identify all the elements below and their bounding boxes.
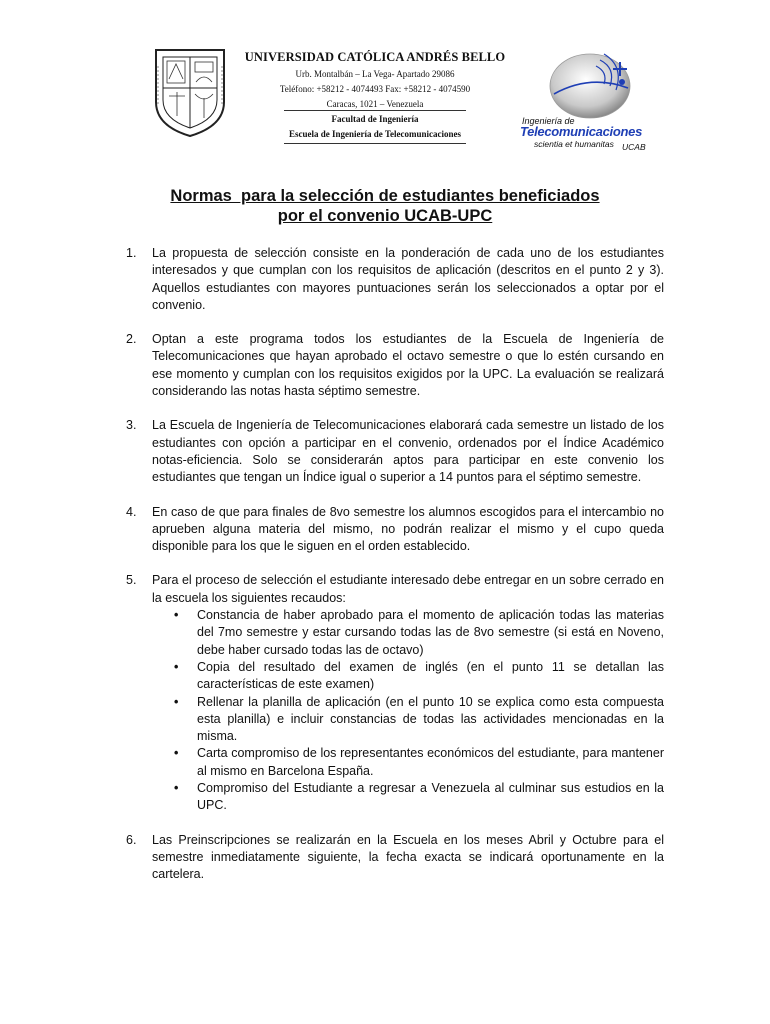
item-number: 4. (126, 504, 137, 519)
item-text: La Escuela de Ingeniería de Telecomunicaciones elaborará cada semestre un listado de los estudiantes con opción a participar en el convenio, ordenados por el Índice Académico notas-eficiencia. Solo se considerarán aptos para participar en este convenio los estudiantes que tengan un Índice igual o superior a 14 puntos para el séptimo semestre. (152, 418, 664, 485)
item-number: 2. (126, 332, 137, 347)
logo-line-4: UCAB (622, 142, 646, 152)
list-item (126, 832, 664, 884)
bullet-icon: • (174, 608, 179, 623)
bullet-item (152, 694, 664, 746)
list-item (126, 331, 664, 400)
logo-line-3: scientia et humanitas (534, 139, 614, 149)
bullet-item (152, 607, 664, 659)
item-text: En caso de que para finales de 8vo semestre los alumnos escogidos para el intercambio no aprueben alguna materia del mismo, no podrán realizar el mismo y el cupo queda disponible para los que le siguen en el orden establecido. (152, 504, 664, 554)
city-line: Caracas, 1021 – Venezuela (326, 99, 424, 109)
bullet-item (152, 780, 664, 815)
item-number: 1. (126, 246, 137, 260)
logo-line-2: Telecomunicaciones (520, 124, 642, 139)
rules-list (126, 245, 664, 901)
item-number: 5. (126, 573, 137, 588)
list-item (126, 504, 664, 556)
header-divider (284, 110, 466, 111)
university-crest-logo (152, 46, 228, 138)
list-item (126, 245, 664, 314)
bullet-icon: • (174, 694, 179, 709)
header-block (240, 50, 510, 144)
bullet-text: Carta compromiso de los representantes económicos del estudiante, para mantener al mismo en Barcelona España. (197, 746, 664, 778)
header-divider-bottom (284, 143, 466, 144)
title-line-1: Normas para la selección de estudiantes beneficiados (170, 187, 600, 205)
item-text: Las Preinscripciones se realizarán en la Escuela en los meses Abril y Octubre para el semestre inmediatamente siguiente, la fecha exacta se indicará oportunamente en la cartelera. (152, 832, 664, 882)
list-item (126, 417, 664, 486)
item-number: 6. (126, 832, 137, 847)
address-block (240, 69, 510, 110)
document-title (100, 186, 670, 226)
bullet-text: Rellenar la planilla de aplicación (en el punto 10 se explica como esta compuesta esta planilla) e incluir constancias de todas las actividades mencionadas en la misma. (197, 694, 664, 744)
item-text: Para el proceso de selección el estudiante interesado debe entregar en un sobre cerrado en la escuela los siguientes recaudos: (152, 573, 664, 605)
bullet-item (152, 659, 664, 694)
logo-line-1: Ingeniería de (522, 116, 575, 126)
globe-icon (520, 44, 652, 120)
item-number: 3. (126, 418, 137, 433)
bullet-text: Compromiso del Estudiante a regresar a Venezuela al culminar sus estudios en la UPC. (197, 781, 664, 813)
bullet-icon: • (174, 659, 179, 674)
address-line: Urb. Montalbán – La Vega- Apartado 29086 (295, 69, 455, 79)
faculty-name: Facultad de Ingeniería (331, 114, 419, 124)
crest-icon (152, 46, 228, 138)
telecom-school-logo (520, 44, 652, 156)
requirements-bullet-list (152, 607, 664, 815)
title-line-2: por el convenio UCAB-UPC (277, 207, 493, 225)
phone-line: Teléfono: +58212 - 4074493 Fax: +58212 - 4074590 (279, 84, 471, 94)
list-item (126, 572, 664, 814)
item-text: La propuesta de selección consiste en la ponderación de cada uno de los estudiantes interesados y que cumplan con los requisitos de aplicación (descritos en el punto 2 y 3). Aquellos estudiantes con mayores puntuaciones serán los seleccionados a optar por el convenio. (152, 246, 664, 312)
bullet-item (152, 745, 664, 780)
bullet-icon: • (174, 781, 179, 796)
university-name: UNIVERSIDAD CATÓLICA ANDRÉS BELLO (244, 50, 506, 64)
bullet-icon: • (174, 746, 179, 761)
bullet-text: Copia del resultado del examen de inglés (en el punto 11 se detallan las características de este examen) (197, 659, 664, 692)
bullet-text: Constancia de haber aprobado para el momento de aplicación todas las materias del 7mo semestre y estar cursando todas las de 8vo semestre (si está en Noveno, debe haber cursado todas las de octavo) (197, 608, 664, 657)
school-name: Escuela de Ingeniería de Telecomunicaciones (289, 129, 461, 139)
item-text: Optan a este programa todos los estudiantes de la Escuela de Ingeniería de Telecomunicaciones que hayan aprobado el octavo semestre o que lo estén cursando en ese momento y cumplan con los requisitos exigidos por la UPC. La evaluación se realizará considerando las notas hasta séptimo semestre. (152, 332, 664, 399)
